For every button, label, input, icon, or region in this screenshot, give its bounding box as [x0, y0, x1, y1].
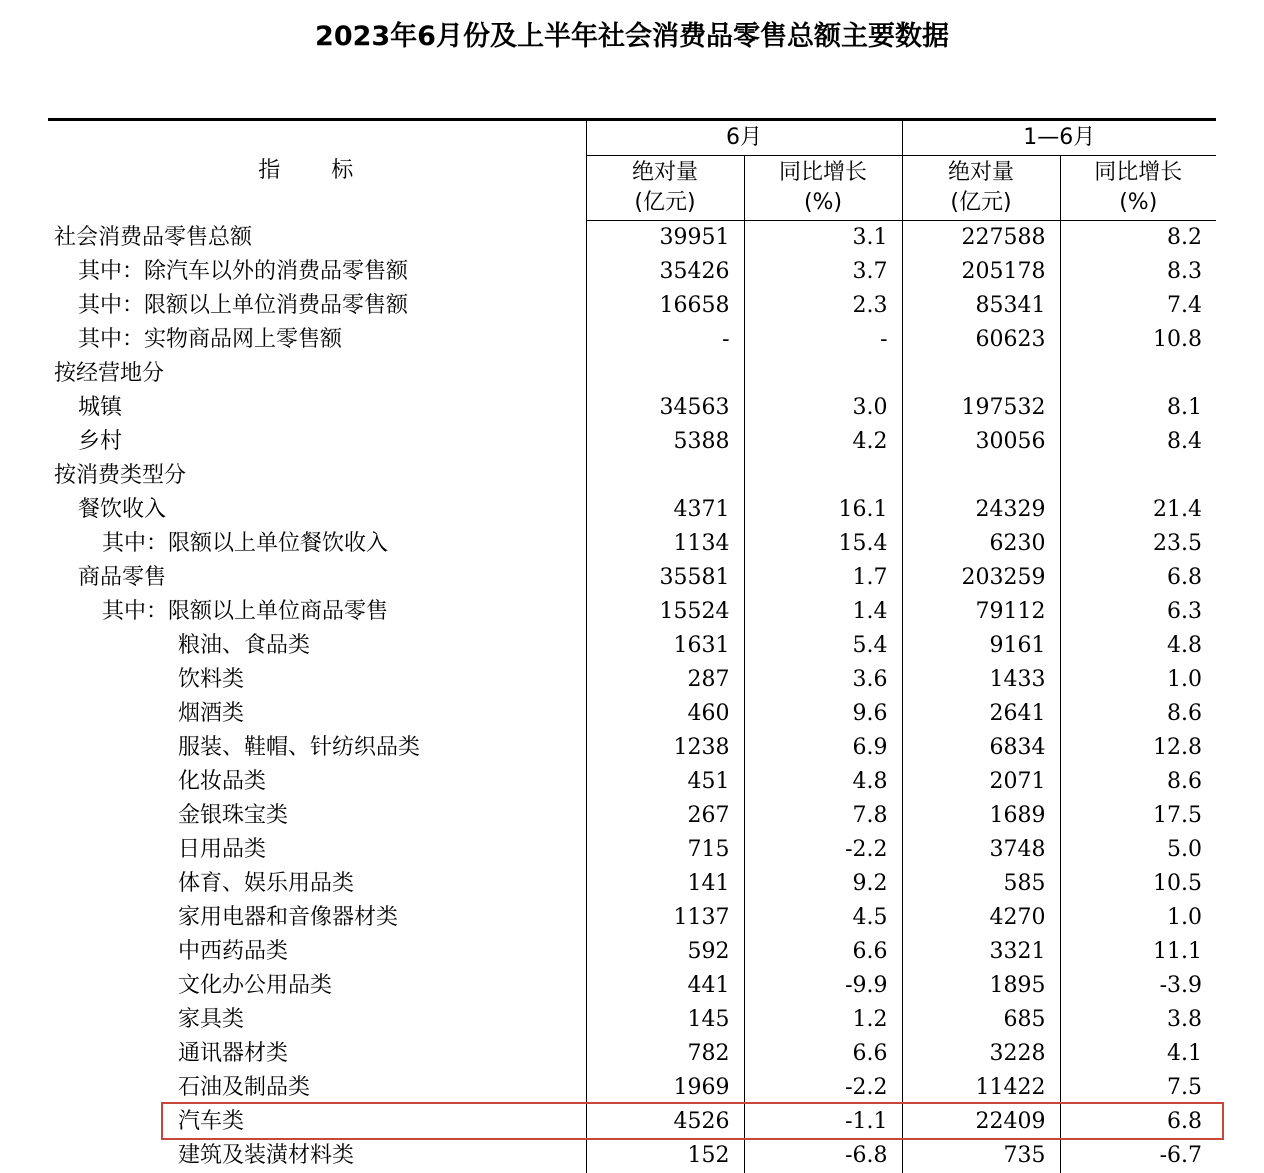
h1-yoy-value: 8.6	[1060, 765, 1216, 799]
table-row	[48, 663, 1216, 697]
june-abs-value: -	[586, 323, 744, 357]
h1-yoy-value: 8.4	[1060, 425, 1216, 459]
retail-sales-table	[48, 118, 1216, 1173]
row-label: 家具类	[48, 1003, 586, 1037]
h1-abs-value: 1433	[902, 663, 1060, 697]
h1-yoy-value: 23.5	[1060, 527, 1216, 561]
june-yoy-value: -9.9	[744, 969, 902, 1003]
h1-abs-value: 79112	[902, 595, 1060, 629]
h1-abs-value: 24329	[902, 493, 1060, 527]
h1-abs-value: 30056	[902, 425, 1060, 459]
june-yoy-value: 9.6	[744, 697, 902, 731]
h1-yoy-value: 8.3	[1060, 255, 1216, 289]
h1-abs-value	[902, 459, 1060, 493]
june-abs-value: 287	[586, 663, 744, 697]
table-row	[48, 221, 1216, 256]
table-row	[48, 391, 1216, 425]
table-row	[48, 561, 1216, 595]
june-abs-value: 34563	[586, 391, 744, 425]
row-label: 其中：实物商品网上零售额	[48, 323, 586, 357]
table-row	[48, 765, 1216, 799]
h1-yoy-value: 7.4	[1060, 289, 1216, 323]
h1-yoy-value: 3.8	[1060, 1003, 1216, 1037]
table-row	[48, 1139, 1216, 1173]
june-abs-value: 1238	[586, 731, 744, 765]
h1-abs-value: 3748	[902, 833, 1060, 867]
june-yoy-value: -2.2	[744, 1071, 902, 1105]
june-yoy-value: 3.0	[744, 391, 902, 425]
june-yoy-value: 3.7	[744, 255, 902, 289]
h1-yoy-value: 8.2	[1060, 221, 1216, 256]
row-label: 社会消费品零售总额	[48, 221, 586, 256]
h1-abs-value: 60623	[902, 323, 1060, 357]
june-abs-value: 35581	[586, 561, 744, 595]
june-abs-value: 441	[586, 969, 744, 1003]
june-abs-value	[586, 459, 744, 493]
h1-abs-value: 4270	[902, 901, 1060, 935]
row-label: 石油及制品类	[48, 1071, 586, 1105]
table-row	[48, 1105, 1216, 1139]
row-label: 烟酒类	[48, 697, 586, 731]
table-row	[48, 935, 1216, 969]
h1-yoy-value: 12.8	[1060, 731, 1216, 765]
row-label: 日用品类	[48, 833, 586, 867]
row-label: 体育、娱乐用品类	[48, 867, 586, 901]
row-label: 建筑及装潢材料类	[48, 1139, 586, 1173]
june-yoy-value: -2.2	[744, 833, 902, 867]
table-row	[48, 969, 1216, 1003]
table-row	[48, 799, 1216, 833]
table-row	[48, 527, 1216, 561]
row-label: 其中：除汽车以外的消费品零售额	[48, 255, 586, 289]
june-abs-header: 绝对量 (亿元)	[586, 156, 744, 221]
june-abs-value: 1137	[586, 901, 744, 935]
june-abs-value: 16658	[586, 289, 744, 323]
h1-abs-value: 6834	[902, 731, 1060, 765]
h1-abs-value: 203259	[902, 561, 1060, 595]
june-abs-value: 39951	[586, 221, 744, 256]
row-label: 其中：限额以上单位商品零售	[48, 595, 586, 629]
row-label: 城镇	[48, 391, 586, 425]
h1-abs-value: 6230	[902, 527, 1060, 561]
h1-yoy-value: 6.8	[1060, 1105, 1216, 1139]
row-label: 其中：限额以上单位餐饮收入	[48, 527, 586, 561]
june-yoy-value: 5.4	[744, 629, 902, 663]
june-yoy-value: 4.5	[744, 901, 902, 935]
june-abs-value: 15524	[586, 595, 744, 629]
june-abs-value: 267	[586, 799, 744, 833]
row-label: 乡村	[48, 425, 586, 459]
june-abs-value: 1134	[586, 527, 744, 561]
indicator-header: 指 标	[48, 120, 586, 221]
table-row	[48, 1071, 1216, 1105]
june-abs-value: 782	[586, 1037, 744, 1071]
june-abs-value: 1631	[586, 629, 744, 663]
row-label: 商品零售	[48, 561, 586, 595]
h1-yoy-header: 同比增长 (%)	[1060, 156, 1216, 221]
h1-abs-value: 685	[902, 1003, 1060, 1037]
june-yoy-value: -6.8	[744, 1139, 902, 1173]
june-yoy-value: 2.3	[744, 289, 902, 323]
h1-abs-value: 585	[902, 867, 1060, 901]
table-row	[48, 697, 1216, 731]
june-yoy-value: 15.4	[744, 527, 902, 561]
h1-yoy-value: 7.5	[1060, 1071, 1216, 1105]
h1-abs-value	[902, 357, 1060, 391]
table-row	[48, 1003, 1216, 1037]
june-abs-value: 141	[586, 867, 744, 901]
june-abs-value: 451	[586, 765, 744, 799]
june-yoy-value: 4.8	[744, 765, 902, 799]
h1-yoy-value: 11.1	[1060, 935, 1216, 969]
june-yoy-value: 3.1	[744, 221, 902, 256]
june-group-header: 6月	[586, 120, 902, 156]
h1-abs-value: 227588	[902, 221, 1060, 256]
h1-abs-value: 11422	[902, 1071, 1060, 1105]
table-row	[48, 595, 1216, 629]
h1-abs-value: 9161	[902, 629, 1060, 663]
june-abs-value: 592	[586, 935, 744, 969]
row-label: 餐饮收入	[48, 493, 586, 527]
h1-yoy-value: 6.3	[1060, 595, 1216, 629]
june-abs-value: 460	[586, 697, 744, 731]
h1-abs-value: 205178	[902, 255, 1060, 289]
row-label: 文化办公用品类	[48, 969, 586, 1003]
june-yoy-value: 1.2	[744, 1003, 902, 1037]
june-yoy-value: 9.2	[744, 867, 902, 901]
h1-yoy-value: 21.4	[1060, 493, 1216, 527]
table-row	[48, 901, 1216, 935]
h1-abs-value: 85341	[902, 289, 1060, 323]
table-row	[48, 833, 1216, 867]
row-label: 粮油、食品类	[48, 629, 586, 663]
row-label: 按经营地分	[48, 357, 586, 391]
h1-abs-value: 1895	[902, 969, 1060, 1003]
h1-yoy-value: 5.0	[1060, 833, 1216, 867]
h1-abs-value: 1689	[902, 799, 1060, 833]
row-label: 通讯器材类	[48, 1037, 586, 1071]
row-label: 中西药品类	[48, 935, 586, 969]
row-label: 其中：限额以上单位消费品零售额	[48, 289, 586, 323]
table-row	[48, 323, 1216, 357]
h1-yoy-value: 10.5	[1060, 867, 1216, 901]
table-row	[48, 493, 1216, 527]
h1-yoy-value: 1.0	[1060, 901, 1216, 935]
h1-abs-value: 735	[902, 1139, 1060, 1173]
june-yoy-value: 1.4	[744, 595, 902, 629]
row-label: 金银珠宝类	[48, 799, 586, 833]
table-row	[48, 459, 1216, 493]
h1-yoy-value: 10.8	[1060, 323, 1216, 357]
june-yoy-value: 7.8	[744, 799, 902, 833]
h1-yoy-value: 8.6	[1060, 697, 1216, 731]
june-yoy-value: 6.9	[744, 731, 902, 765]
row-label: 按消费类型分	[48, 459, 586, 493]
row-label: 服装、鞋帽、针纺织品类	[48, 731, 586, 765]
h1-abs-value: 3321	[902, 935, 1060, 969]
june-abs-value: 4371	[586, 493, 744, 527]
h1-yoy-value: 4.8	[1060, 629, 1216, 663]
table-row	[48, 1037, 1216, 1071]
h1-yoy-value: -6.7	[1060, 1139, 1216, 1173]
h1-abs-value: 2641	[902, 697, 1060, 731]
h1-yoy-value: 8.1	[1060, 391, 1216, 425]
page-title: 2023年6月份及上半年社会消费品零售总额主要数据	[0, 14, 1264, 53]
h1-yoy-value: 4.1	[1060, 1037, 1216, 1071]
june-abs-value: 152	[586, 1139, 744, 1173]
h1-yoy-value	[1060, 459, 1216, 493]
june-yoy-value: 4.2	[744, 425, 902, 459]
row-label: 家用电器和音像器材类	[48, 901, 586, 935]
h1-yoy-value: 6.8	[1060, 561, 1216, 595]
table-row	[48, 357, 1216, 391]
table-row	[48, 255, 1216, 289]
h1-abs-value: 22409	[902, 1105, 1060, 1139]
table-row	[48, 731, 1216, 765]
h1-yoy-value	[1060, 357, 1216, 391]
h1-abs-value: 2071	[902, 765, 1060, 799]
h1-abs-value: 3228	[902, 1037, 1060, 1071]
june-yoy-value: 6.6	[744, 935, 902, 969]
h1-yoy-value: 1.0	[1060, 663, 1216, 697]
june-yoy-value: 3.6	[744, 663, 902, 697]
june-yoy-value: 1.7	[744, 561, 902, 595]
row-label: 汽车类	[48, 1105, 586, 1139]
table-body	[48, 221, 1216, 1173]
june-yoy-value	[744, 459, 902, 493]
june-yoy-header: 同比增长 (%)	[744, 156, 902, 221]
june-yoy-value	[744, 357, 902, 391]
june-abs-value: 4526	[586, 1105, 744, 1139]
june-yoy-value: 16.1	[744, 493, 902, 527]
table-row	[48, 289, 1216, 323]
h1-abs-value: 197532	[902, 391, 1060, 425]
table-row	[48, 629, 1216, 663]
june-yoy-value: 6.6	[744, 1037, 902, 1071]
june-abs-value: 715	[586, 833, 744, 867]
june-abs-value: 5388	[586, 425, 744, 459]
row-label: 化妆品类	[48, 765, 586, 799]
row-label: 饮料类	[48, 663, 586, 697]
table-row	[48, 425, 1216, 459]
june-abs-value: 1969	[586, 1071, 744, 1105]
june-abs-value: 35426	[586, 255, 744, 289]
h1-yoy-value: -3.9	[1060, 969, 1216, 1003]
june-abs-value	[586, 357, 744, 391]
june-yoy-value: -	[744, 323, 902, 357]
jan-jun-group-header: 1—6月	[902, 120, 1216, 156]
h1-abs-header: 绝对量 (亿元)	[902, 156, 1060, 221]
june-abs-value: 145	[586, 1003, 744, 1037]
june-yoy-value: -1.1	[744, 1105, 902, 1139]
h1-yoy-value: 17.5	[1060, 799, 1216, 833]
table-row	[48, 867, 1216, 901]
